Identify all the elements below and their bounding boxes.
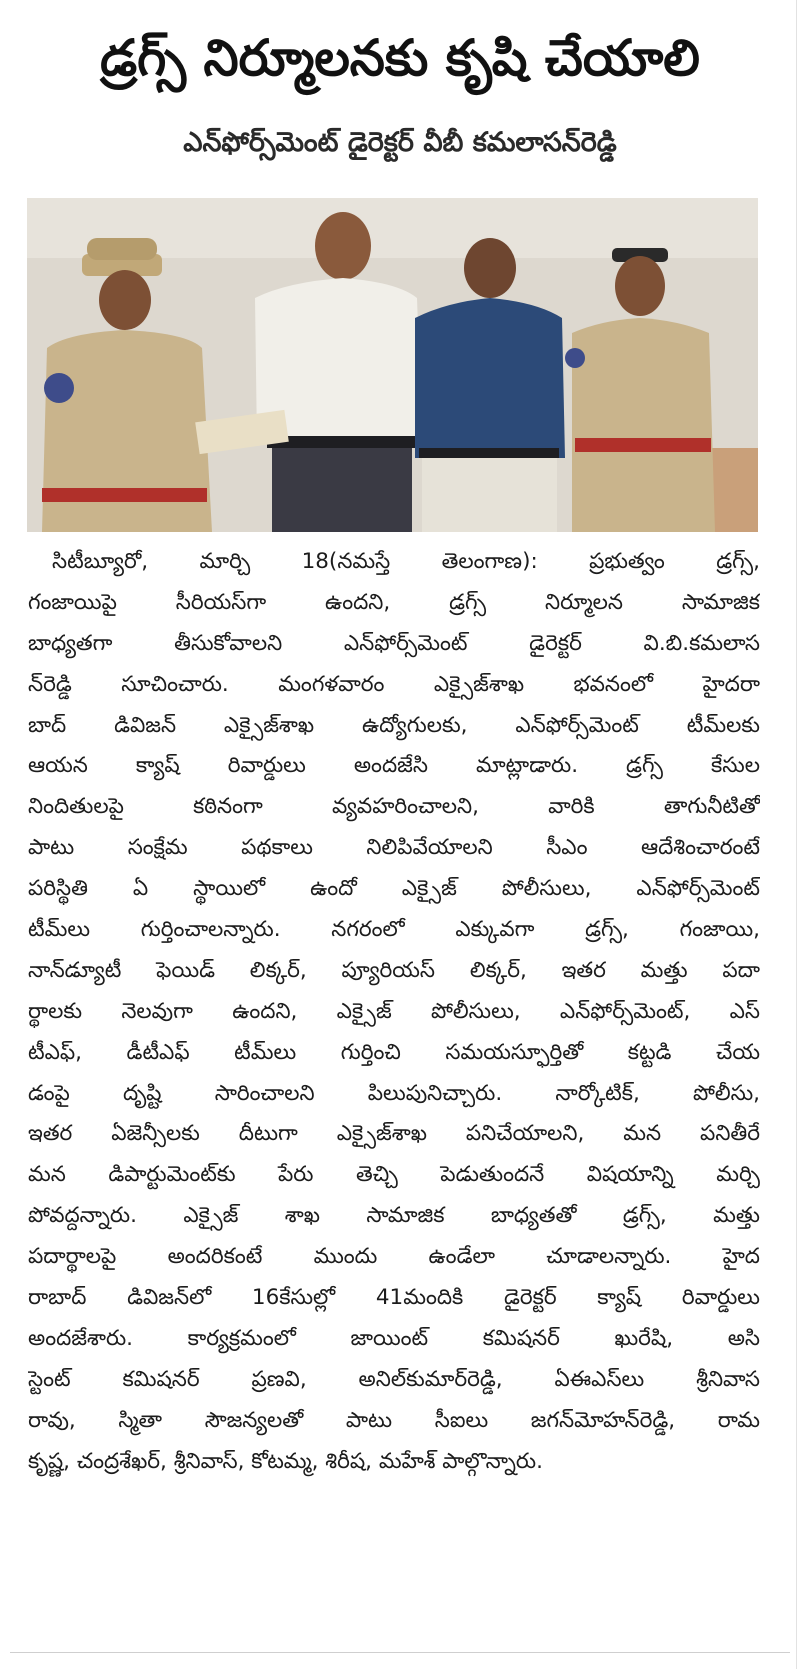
bottom-rule (10, 1652, 790, 1653)
article-line: బాద్‌ డివిజన్‌ ఎక్సైజ్‌శాఖ ఉద్యోగులకు, ఎన్‌ఫోర్స్‌మెంట్‌ టీమ్‌లకు (28, 712, 760, 738)
article-line: ఆయన క్యాష్‌ రివార్డులు అందజేసి మాట్లాడారు. డ్రగ్స్‌ కేసుల (28, 753, 760, 779)
article-line: స్టెంట్‌ కమిషనర్‌ ప్రణవి, అనిల్‌కుమార్‌రెడ్డి, ఏఈఎస్‌లు శ్రీనివాస (28, 1366, 760, 1392)
article-line: డంపై దృష్టి సారించాలని పిలుపునిచ్చారు. నార్కోటిక్‌, పోలీసు, (28, 1080, 760, 1106)
article-line: పాటు సంక్షేమ పథకాలు నిలిపివేయాలని సీఎం ఆదేశించారంటే (28, 835, 760, 861)
article-line: న్‌రెడ్డి సూచించారు. మంగళవారం ఎక్సైజ్‌శాఖ భవనంలో హైదరా (28, 671, 760, 697)
article-body (28, 542, 760, 1482)
article-line: నిందితులపై కఠినంగా వ్యవహరించాలని, వారికి తాగునీటితో (28, 794, 760, 820)
article-line: రాబాద్‌ డివిజన్‌లో 16కేసుల్లో 41మందికి డైరెక్టర్‌ క్యాష్‌ రివార్డులు (28, 1285, 760, 1311)
article-line: సిటీబ్యూరో, మార్చి 18(నమస్తే తెలంగాణ): ప్రభుత్వం డ్రగ్స్‌, (52, 549, 760, 574)
article-line: మన డిపార్టుమెంట్‌కు పేరు తెచ్చి పెడుతుందనే విషయాన్ని మర్చి (28, 1162, 760, 1188)
article-line: అందజేశారు. కార్యక్రమంలో జాయింట్‌ కమిషనర్‌ ఖురేషి, అసి (28, 1325, 760, 1351)
article-line: పదార్థాలపై అందరికంటే ముందు ఉండేలా చూడాలన్నారు. హైద (28, 1244, 760, 1270)
news-photo (27, 198, 758, 532)
article-line: ర్థాలకు నెలవుగా ఉందని, ఎక్సైజ్‌ పోలీసులు, ఎన్‌ఫోర్స్‌మెంట్‌, ఎస్‌ (28, 998, 760, 1024)
article-line: కృష్ణ, చంద్రశేఖర్‌, శ్రీనివాస్‌, కోటమ్మ, శిరీష, మహేశ్‌ పాల్గొన్నారు. (28, 1448, 543, 1474)
headline: డ్రగ్స్‌ నిర్మూలనకు కృషి చేయాలి (100, 29, 700, 87)
news-photo-illustration (27, 198, 758, 532)
article-line: ఇతర ఏజెన్సీలకు దీటుగా ఎక్సైజ్‌శాఖ పనిచేయాలని, మన పనితీరే (28, 1121, 760, 1147)
article-line: పరిస్థితి ఏ స్థాయిలో ఉందో ఎక్సైజ్‌ పోలీసులు, ఎన్‌ఫోర్స్‌మెంట్‌ (28, 876, 760, 902)
article-line: టీమ్‌లు గుర్తించాలన్నారు. నగరంలో ఎక్కువగా డ్రగ్స్‌, గంజాయి, (28, 917, 760, 943)
article-line: పోవద్దన్నారు. ఎక్సైజ్‌ శాఖ సామాజిక బాధ్యతతో డ్రగ్స్‌, మత్తు (28, 1203, 760, 1229)
article-line: నాన్‌డ్యూటీ ఫెయిడ్‌ లిక్కర్‌, ప్యూరియస్‌ లిక్కర్‌, ఇతర మత్తు పదా (28, 957, 760, 983)
article-line: గంజాయిపై సీరియస్‌గా ఉందని, డ్రగ్స్‌ నిర్మూలన సామాజిక (28, 589, 760, 615)
article-line: బాధ్యతగా తీసుకోవాలని ఎన్‌ఫోర్స్‌మెంట్‌ డైరెక్టర్‌ వి.బి.కమలాస (28, 630, 760, 656)
article-line: టీఎఫ్‌, డీటీఎఫ్‌ టీమ్‌లు గుర్తించి సమయస్ఫూర్తితో కట్టడి చేయ (28, 1039, 760, 1065)
article-line: రావు, స్మితా సౌజన్యలతో పాటు సీఐలు జగన్‌మోహన్‌రెడ్డి, రామ (28, 1407, 760, 1433)
clipping-edge (796, 0, 797, 1669)
subheadline: ఎన్‌ఫోర్స్‌మెంట్‌ డైరెక్టర్‌ వీబీ కమలాసన్‌రెడ్డి (183, 127, 617, 158)
